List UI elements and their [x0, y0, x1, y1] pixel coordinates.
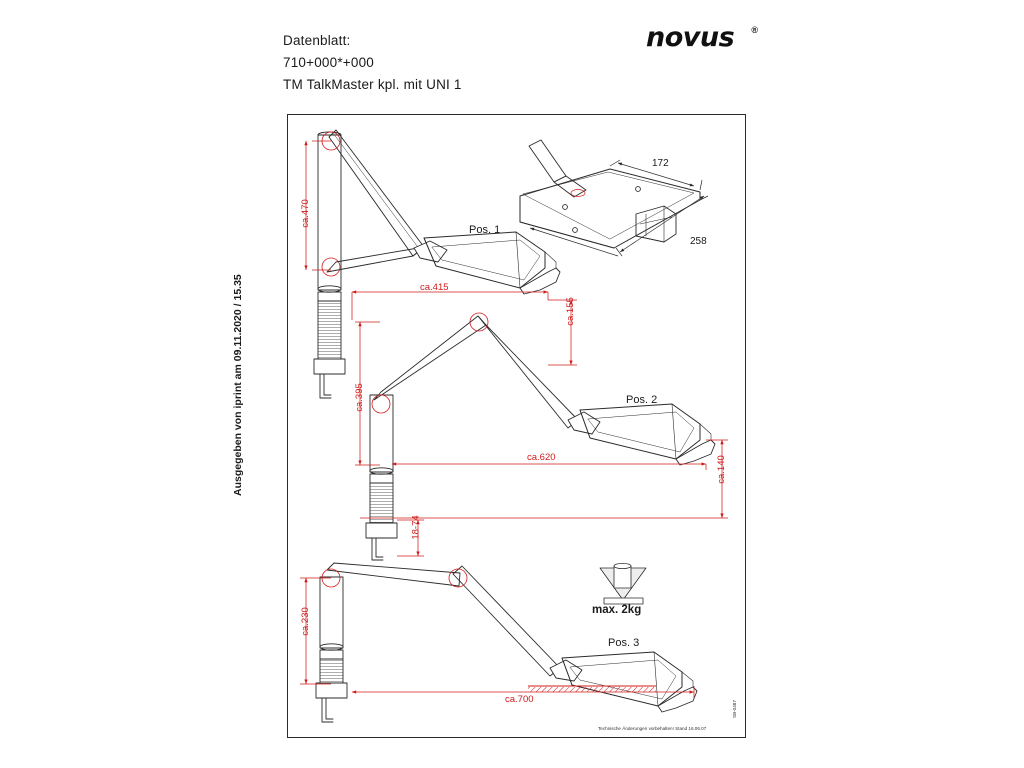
footer-note: Technische Änderungen vorbehalten! Stand 16.06.07: [598, 726, 707, 731]
novus-logo-text: novus: [646, 22, 735, 53]
dim-plate-width: 172: [652, 158, 669, 169]
dim-plate-depth: 258: [690, 236, 707, 247]
print-info-vertical: Ausgegeben von iprint am 09.11.2020 / 15.35: [232, 274, 244, 496]
pos1-label: Pos. 1: [469, 224, 501, 236]
dim-clamp-range: 18-74: [410, 515, 422, 540]
dim-height-pos2: ca.395: [353, 383, 365, 412]
dim-height-pos1: ca.470: [299, 199, 311, 228]
drawing-number: SB-0487: [732, 700, 737, 718]
header-block: [283, 30, 462, 96]
registered-mark: ®: [751, 25, 758, 35]
dim-reach-pos1: ca.415: [420, 282, 449, 293]
dim-reach-pos3: ca.700: [505, 694, 534, 705]
header-line-title: Datenblatt:: [283, 33, 351, 48]
dim-reach-pos2: ca.620: [527, 452, 556, 463]
header-line-description: TM TalkMaster kpl. mit UNI 1: [283, 76, 462, 92]
header-line-article: 710+000*+000: [283, 54, 374, 70]
dim-drop-pos2: ca.140: [715, 455, 727, 484]
pos2-label: Pos. 2: [626, 394, 658, 406]
dim-height-pos3: ca.230: [299, 607, 311, 636]
drawing-frame: [287, 114, 746, 738]
pos3-label: Pos. 3: [608, 637, 640, 649]
novus-logo: [646, 24, 756, 54]
max-load-label: max. 2kg: [592, 604, 642, 616]
dim-drop-pos1: ca.155: [564, 297, 576, 326]
